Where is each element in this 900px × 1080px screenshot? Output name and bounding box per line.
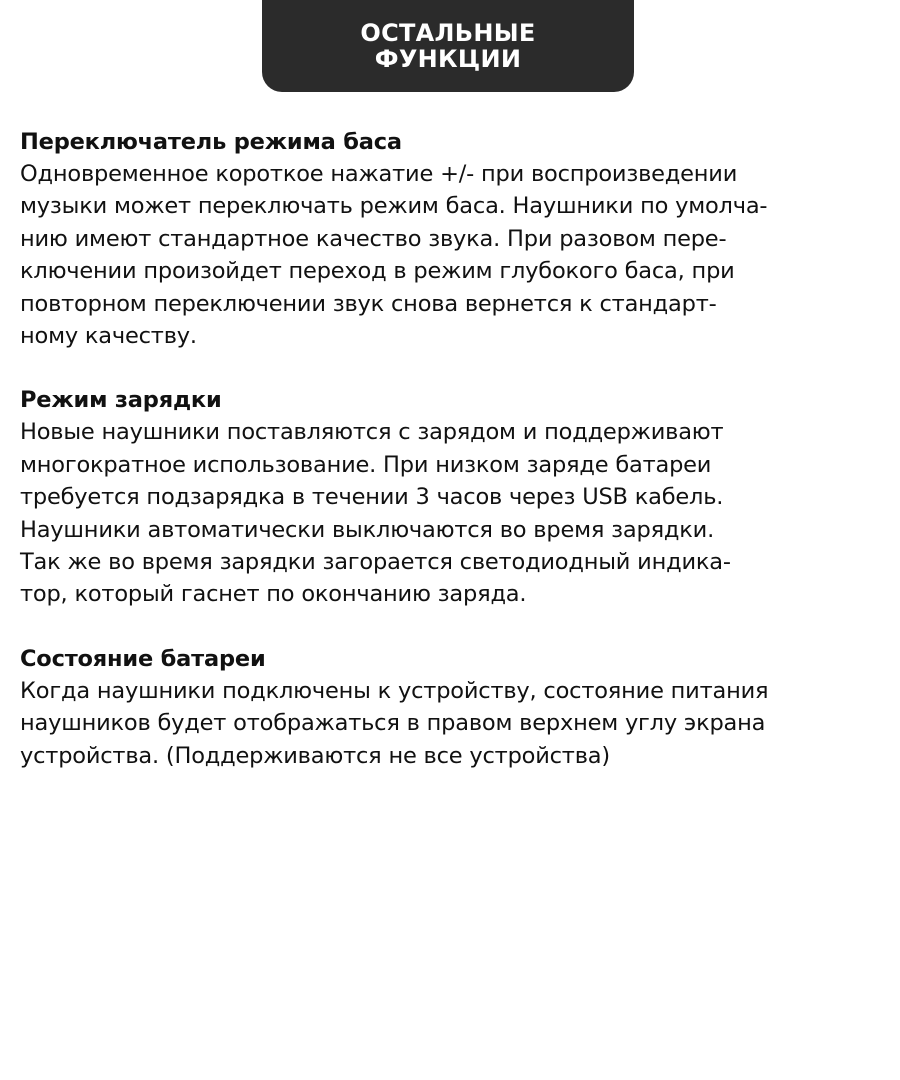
paragraph-line: повторном переключении звук снова вернется к стандарт- <box>20 290 717 317</box>
header-title-line-1: ОСТАЛЬНЫЕ <box>360 19 536 47</box>
paragraph-line: нию имеют стандартное качество звука. При разовом пере- <box>20 225 727 252</box>
document-body <box>20 126 880 804</box>
section-title: Переключатель режима баса <box>20 129 402 155</box>
section-bass-mode <box>20 126 880 352</box>
paragraph-line: многократное использование. При низком заряде батареи <box>20 451 712 478</box>
paragraph-line: Одновременное короткое нажатие +/- при воспроизведении <box>20 161 738 187</box>
paragraph-line: Так же во время зарядки загорается светодиодный индика- <box>20 549 731 576</box>
paragraph-line: Наушники автоматически выключаются во время зарядки. <box>20 516 715 543</box>
section-battery-status <box>20 643 880 772</box>
paragraph-line: требуется подзарядка в течении 3 часов через USB кабель. <box>20 484 724 511</box>
header-title-line-2: ФУНКЦИИ <box>374 45 522 73</box>
paragraph-line: ключении произойдет переход в режим глубокого баса, при <box>20 258 735 285</box>
paragraph-line: Новые наушники поставляются с зарядом и поддерживают <box>20 419 724 446</box>
paragraph-line: музыки может переключать режим баса. Наушники по умолча- <box>20 193 768 220</box>
paragraph-line: наушников будет отображаться в правом верхнем углу экрана <box>20 710 766 737</box>
paragraph-line: Когда наушники подключены к устройству, состояние питания <box>20 677 769 704</box>
section-title: Режим зарядки <box>20 387 222 414</box>
paragraph-line: тор, который гаснет по окончанию заряда. <box>20 581 527 608</box>
paragraph-line: ному качеству. <box>20 323 197 350</box>
section-charging-mode <box>20 384 880 610</box>
paragraph-line: устройства. (Поддерживаются не все устройства) <box>20 742 610 769</box>
header-banner <box>262 0 634 92</box>
section-title: Состояние батареи <box>20 645 266 672</box>
